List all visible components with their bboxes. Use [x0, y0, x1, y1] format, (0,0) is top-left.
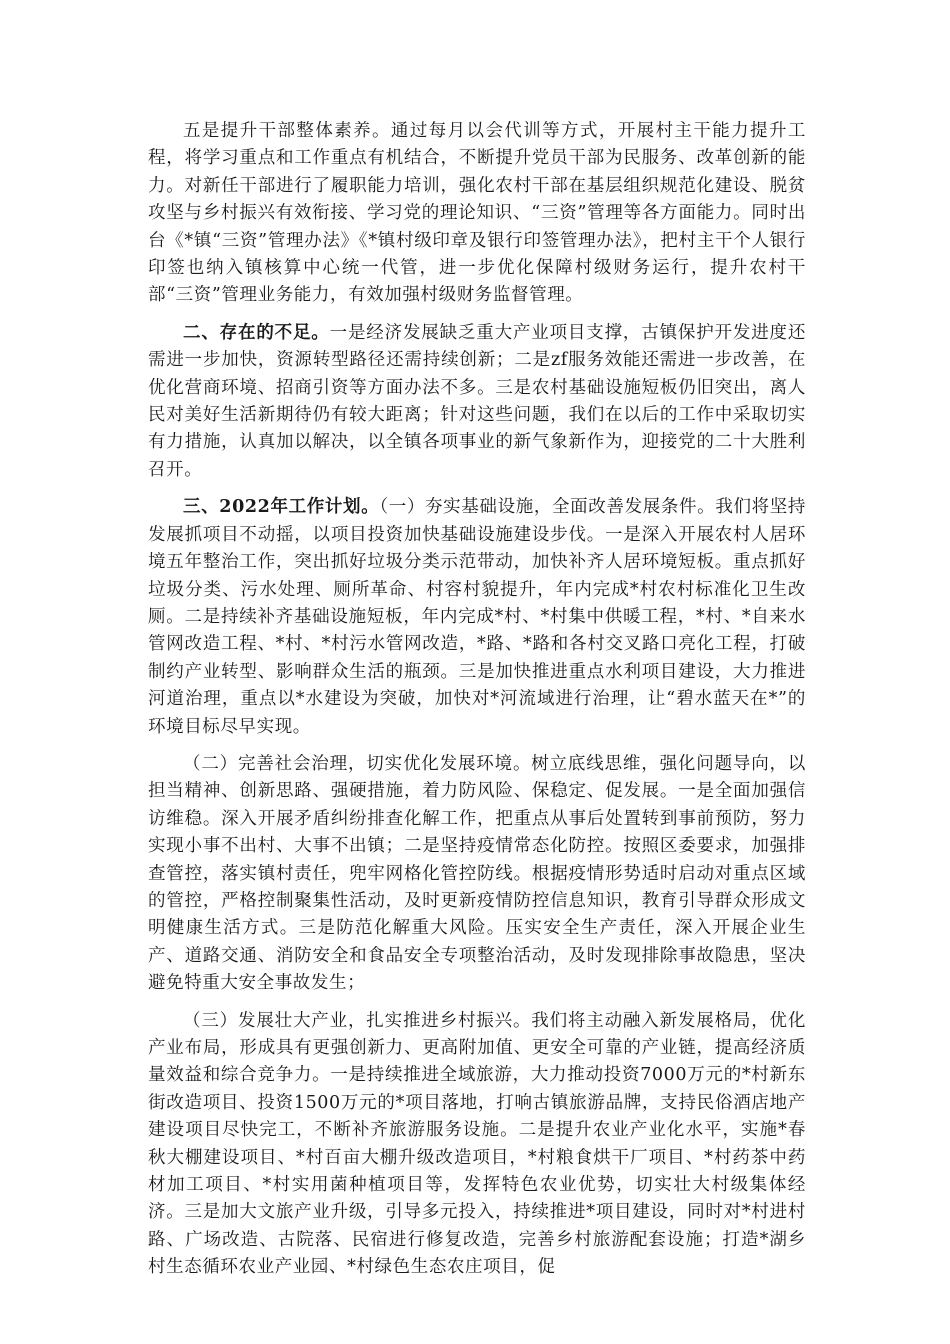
paragraph-cadre-quality [148, 118, 806, 310]
document-body [148, 118, 806, 1292]
paragraph-text: （二）完善社会治理，切实优化发展环境。树立底线思维，强化问题导向，以担当精神、创新思路、强硬措施，着力防风险、保稳定、促发展。一是全面加强信访维稳。深入开展矛盾纠纷排查化解工作，把重点从事后处置转到事前预防，努力实现小事不出村、大事不出镇；二是坚持疫情常态化防控。按照区委要求，加强排查管控，落实镇村责任，兜牢网格化管控防线。根据疫情形势适时启动对重点区域的管控，严格控制聚集性活动，及时更新疫情防控信息知识，教育引导群众形成文明健康生活方式。三是防范化解重大风险。压实安全生产责任，深入开展企业生产、道路交通、消防安全和食品安全专项整治活动，及时发现排除事故隐患，坚决避免特重大安全事故发生； [148, 753, 806, 994]
paragraph-industry [148, 1008, 806, 1282]
paragraph-social-governance [148, 751, 806, 998]
paragraph-text: 一是经济发展缺乏重大产业项目支撑，古镇保护开发进度还需进一步加快，资源转型路径还需持续创新；二是zf服务效能还需进一步改善，在优化营商环境、招商引资等方面办法不多。三是农村基础设施短板仍旧突出，离人民对美好生活新期待仍有较大距离；针对这些问题，我们在以后的工作中采取切实有力措施，认真加以解决，以全镇各项事业的新气象新作为，迎接党的二十大胜利召开。 [148, 322, 806, 480]
paragraph-text: 五是提升干部整体素养。通过每月以会代训等方式，开展村主干能力提升工程，将学习重点和工作重点有机结合，不断提升党员干部为民服务、改革创新的能力。对新任干部进行了履职能力培训，强化农村干部在基层组织规范化建设、脱贫攻坚与乡村振兴有效衔接、学习党的理论知识、“三资”管理等各方面能力。同时出台《*镇“三资”管理办法》《*镇村级印章及银行印签管理办法》，把村主干个人银行印签也纳入镇核算中心统一代管，进一步优化保障村级财务运行，提升农村干部“三资”管理业务能力，有效加强村级财务监督管理。 [148, 121, 806, 306]
paragraph-heading: 三、2022年工作计划。 [183, 497, 380, 518]
paragraph-shortcomings [148, 320, 806, 484]
paragraph-work-plan [148, 494, 806, 741]
paragraph-heading: 二、存在的不足。 [183, 322, 330, 343]
paragraph-text: （一）夯实基础设施，全面改善发展条件。我们将坚持发展抓项目不动摇，以项目投资加快基础设施建设步伐。一是深入开展农村人居环境五年整治工作，突出抓好垃圾分类示范带动，加快补齐人居环境短板。重点抓好垃圾分类、污水处理、厕所革命、村容村貌提升，年内完成*村农村标准化卫生改厕。二是持续补齐基础设施短板，年内完成*村、*村集中供暖工程，*村、*自来水管网改造工程、*村、*村污水管网改造，*路、*路和各村交叉路口亮化工程，打破制约产业转型、影响群众生活的瓶颈。三是加快推进重点水利项目建设，大力推进河道治理，重点以*水建设为突破，加快对*河流域进行治理，让“碧水蓝天在*”的环境目标尽早实现。 [148, 497, 806, 737]
paragraph-text: （三）发展壮大产业，扎实推进乡村振兴。我们将主动融入新发展格局，优化产业布局，形成具有更强创新力、更高附加值、更安全可靠的产业链，提高经济质量效益和综合竞争力。一是持续推进全域旅游，大力推动投资7000万元的*村新东街改造项目、投资1500万元的*项目落地，打响古镇旅游品牌，支持民俗酒店地产建设项目尽快完工，不断补齐旅游服务设施。二是提升农业产业化水平，实施*春秋大棚建设项目、*村百亩大棚升级改造项目，*村粮食烘干厂项目、*村药茶中药材加工项目、*村实用菌种植项目等，发挥特色农业优势，切实壮大村级集体经济。三是加大文旅产业升级，引导多元投入，持续推进*项目建设，同时对*村进村路、广场改造、古院落、民宿进行修复改造，完善乡村旅游配套设施；打造*湖乡村生态循环农业产业园、*村绿色生态农庄项目，促 [148, 1010, 806, 1278]
